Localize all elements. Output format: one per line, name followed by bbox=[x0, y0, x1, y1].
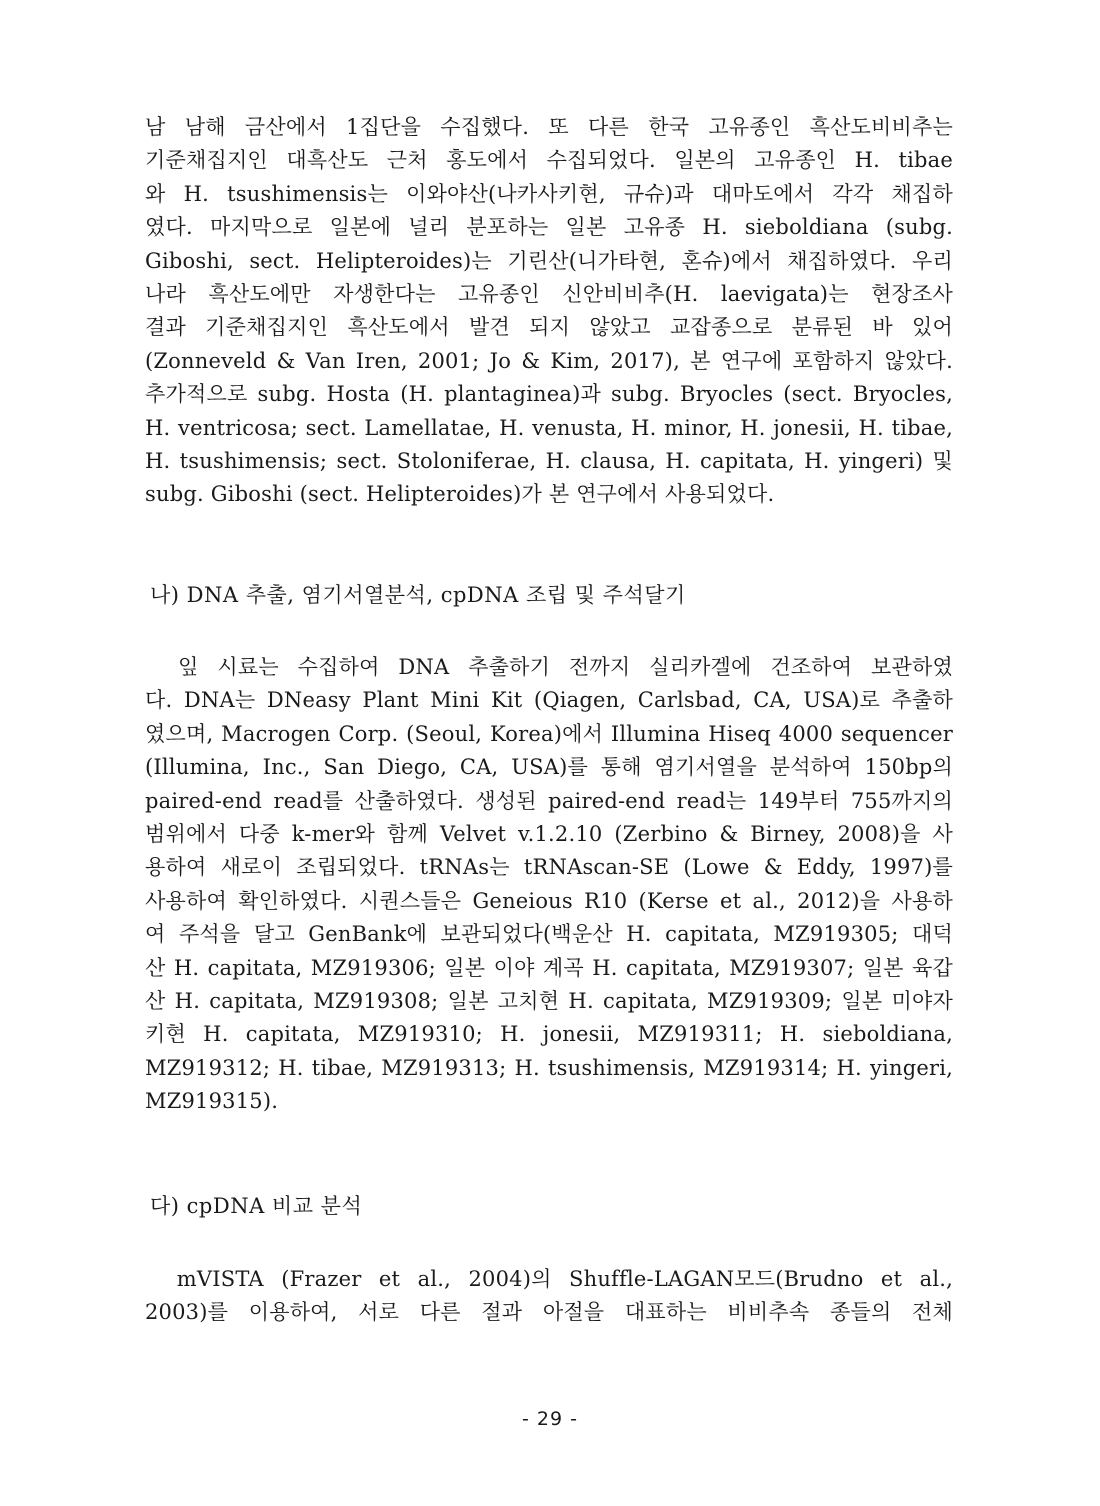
text-line: 나라 흑산도에만 자생한다는 고유종인 신안비비추(H. laevigata)는 현장조사 bbox=[145, 281, 953, 306]
text-line: 기준채집지인 대흑산도 근처 홍도에서 수집되었다. 일본의 고유종인 H. tibae bbox=[145, 148, 953, 173]
text-line: 범위에서 다중 k-mer와 함께 Velvet v.1.2.10 (Zerbino & Birney, 2008)을 사 bbox=[145, 821, 953, 846]
text-line: 다. DNA는 DNeasy Plant Mini Kit (Qiagen, Carlsbad, CA, USA)로 추출하 bbox=[145, 688, 953, 713]
text-line: 였다. 마지막으로 일본에 널리 분포하는 일본 고유종 H. sieboldiana (subg. bbox=[145, 215, 953, 240]
text-line: 였으며, Macrogen Corp. (Seoul, Korea)에서 Illumina Hiseq 4000 sequencer bbox=[145, 721, 953, 746]
text-line: 사용하여 확인하였다. 시퀀스들은 Geneious R10 (Kerse et al., 2012)을 사용하 bbox=[145, 888, 953, 913]
text-line: 키현 H. capitata, MZ919310; H. jonesii, MZ919311; H. sieboldiana, bbox=[145, 1022, 953, 1047]
text-line: 산 H. capitata, MZ919306; 일본 이야 계곡 H. capitata, MZ919307; 일본 육갑 bbox=[145, 955, 953, 980]
text-line: (Zonneveld & Van Iren, 2001; Jo & Kim, 2017), 본 연구에 포함하지 않았다. bbox=[145, 348, 953, 373]
text-line: H. tsushimensis; sect. Stoloniferae, H. clausa, H. capitata, H. yingeri) 및 bbox=[145, 448, 953, 473]
text-line: 와 H. tsushimensis는 이와야산(나카사키현, 규슈)과 대마도에서 각각 채집하 bbox=[145, 181, 953, 206]
text-line: 결과 기준채집지인 흑산도에서 발견 되지 않았고 교잡종으로 분류된 바 있어 bbox=[145, 315, 953, 340]
text-line: 산 H. capitata, MZ919308; 일본 고치현 H. capitata, MZ919309; 일본 미야자 bbox=[145, 988, 953, 1013]
text-line: 2003)를 이용하여, 서로 다른 절과 아절을 대표하는 비비추속 종들의 전체 bbox=[145, 1300, 953, 1325]
text-line: 잎 시료는 수집하여 DNA 추출하기 전까지 실리카겔에 건조하여 보관하였 bbox=[145, 655, 953, 679]
text-line: MZ919312; H. tibae, MZ919313; H. tsushimensis, MZ919314; H. yingeri, bbox=[145, 1055, 953, 1080]
page-number: - 29 - bbox=[522, 1408, 578, 1430]
text-line: Giboshi, sect. Helipteroides)는 기린산(니가타현, 혼슈)에서 채집하였다. 우리 bbox=[145, 248, 953, 273]
text-line: 추가적으로 subg. Hosta (H. plantaginea)과 subg. Bryocles (sect. Bryocles, bbox=[145, 382, 953, 407]
text-line: 남 남해 금산에서 1집단을 수집했다. 또 다른 한국 고유종인 흑산도비비추는 bbox=[145, 115, 953, 139]
text-line: mVISTA (Frazer et al., 2004)의 Shuffle-LAGAN모드(Brudno et al., bbox=[145, 1267, 953, 1291]
text-line: MZ919315). bbox=[145, 1089, 279, 1114]
text-line: H. ventricosa; sect. Lamellatae, H. venusta, H. minor, H. jonesii, H. tibae, bbox=[145, 415, 953, 440]
paragraph-collection-sites bbox=[145, 111, 953, 512]
text-line: subg. Giboshi (sect. Helipteroides)가 본 연구에서 사용되었다. bbox=[145, 482, 775, 507]
section-heading-dna-extraction: 나) DNA 추출, 염기서열분석, cpDNA 조립 및 주석달기 bbox=[150, 583, 686, 607]
paragraph-dna-methods bbox=[145, 651, 953, 1118]
text-line: 여 주석을 달고 GenBank에 보관되었다(백운산 H. capitata, MZ919305; 대덕 bbox=[145, 922, 953, 947]
text-line: 용하여 새로이 조립되었다. tRNAs는 tRNAscan-SE (Lowe & Eddy, 1997)를 bbox=[145, 855, 953, 880]
text-line: paired-end read를 산출하였다. 생성된 paired-end read는 149부터 755까지의 bbox=[145, 788, 953, 813]
paragraph-cpdna-comparison bbox=[145, 1263, 953, 1330]
section-heading-cpdna-comparison: 다) cpDNA 비교 분석 bbox=[150, 1194, 363, 1218]
text-line: (Illumina, Inc., San Diego, CA, USA)를 통해 염기서열을 분석하여 150bp의 bbox=[145, 755, 953, 780]
